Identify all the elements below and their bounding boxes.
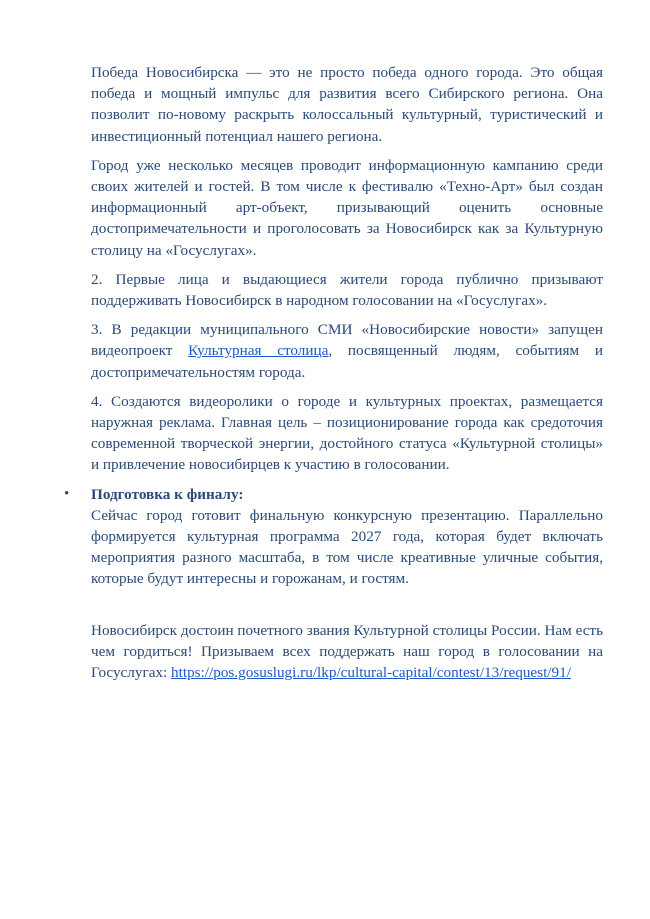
point-3-text-after: , посвященный людям, событиям и достопримечательностям города. [91, 342, 604, 381]
paragraph-point-2: 2. Первые лица и выдающиеся жители города публично призывают поддерживать Новосибирск в народном голосовании на «Госуслугах». [91, 270, 603, 310]
point-3-text-before: 3. В редакции муниципального СМИ «Новосибирские новости» запущен видеопроект [91, 321, 603, 360]
paragraph-victory: Победа Новосибирска — это не просто победа одного города. Это общая победа и мощный импульс для развития всего Сибирского региона. Она позволит по-новому раскрыть колоссальный культурный, туристический и инвестиционный потенциал нашего региона. [91, 64, 603, 145]
paragraph-info-campaign: Город уже несколько месяцев проводит информационную кампанию среди своих жителей и гостей. В том числе к фестивалю «Техно-Арт» был создан информационный арт-объект, призывающий оценить основные достопримечательности и проголосовать за Новосибирск как за Культурную столицу на «Госуслугах». [91, 156, 603, 259]
paragraph-point-3 [91, 319, 603, 383]
paragraph-point-4: 4. Создаются видеоролики о городе и культурных проектах, размещается наружная реклама. Главная цель – позиционирование города как средоточия современной творческой энергии, достойного статуса «Культурной столицы» и привлечение новосибирцев к участию в голосовании. [91, 392, 603, 474]
document-page [64, 62, 604, 691]
final-preparation-title: Подготовка к финалу: [91, 485, 244, 503]
closing-text: Новосибирск достоин почетного звания Культурной столицы России. Нам есть чем гордиться! Призываем всех поддержать наш город в голосовании на Госуслугах: [91, 621, 603, 682]
bullet-icon: • [64, 485, 70, 502]
final-preparation-text: Сейчас город готовит финальную конкурсную презентацию. Параллельно формируется культурная программа 2027 года, которая будет включать мероприятия разного масштаба, в том числе креативные уличные события, которые будут интересны и горожанам, и гостям. [91, 506, 603, 588]
final-preparation-section [64, 484, 603, 590]
cultural-capital-link[interactable]: Культурная столица [188, 342, 329, 360]
paragraph-closing [91, 620, 603, 684]
spacer [91, 598, 603, 620]
gosuslugi-vote-link[interactable]: https://pos.gosuslugi.ru/lkp/cultural-capital/contest/13/request/91/ [171, 664, 571, 682]
